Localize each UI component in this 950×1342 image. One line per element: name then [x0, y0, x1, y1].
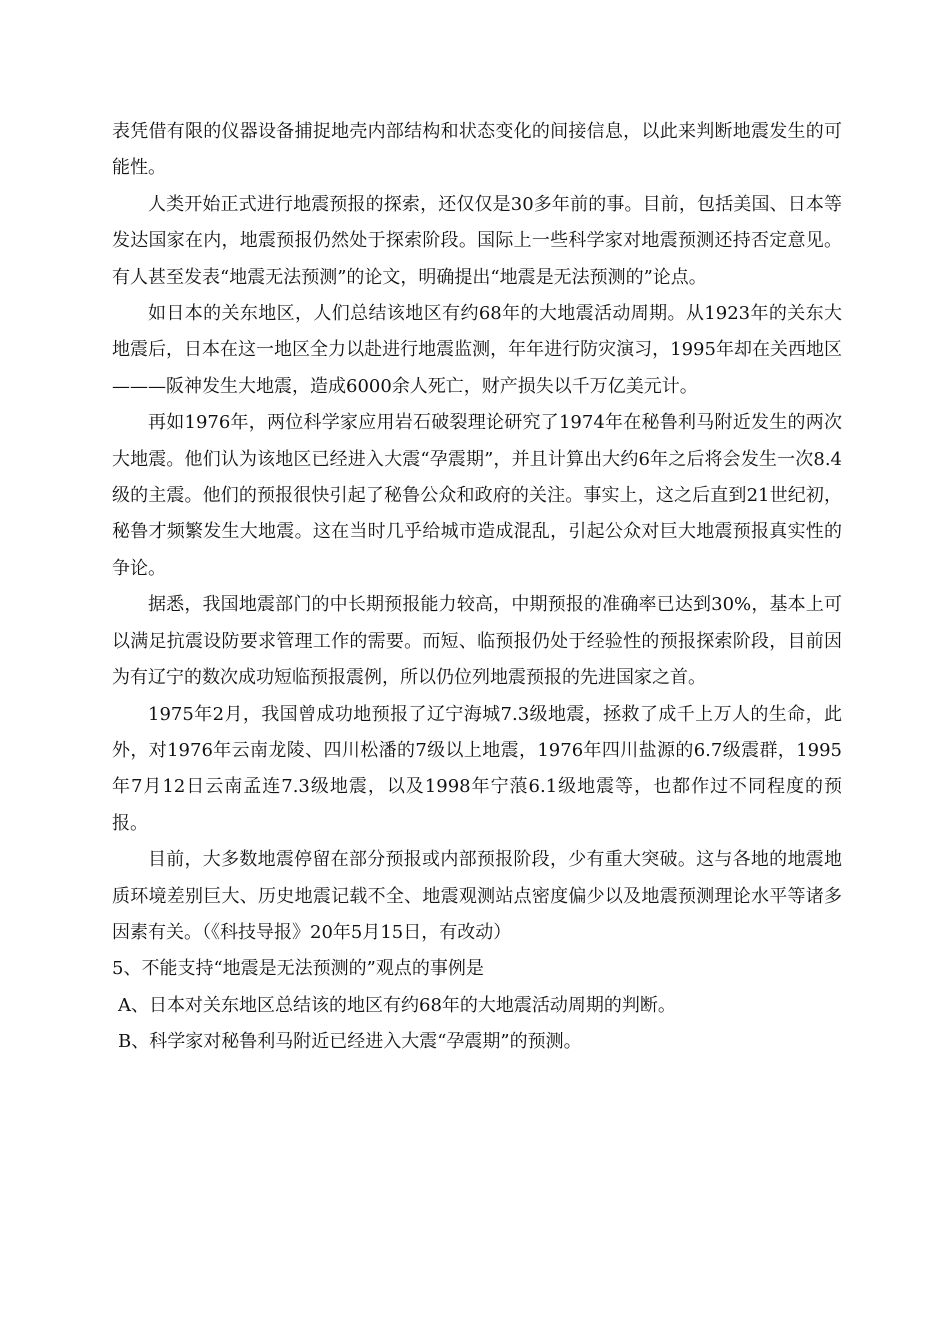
- paragraph: 据悉，我国地震部门的中长期预报能力较高，中期预报的准确率已达到30%，基本上可以满足抗震设防要求管理工作的需要。而短、临预报仍处于经验性的预报探索阶段，目前因为有辽宁的数次成功短临预报震例，所以仍位列地震预报的先进国家之首。: [112, 594, 842, 689]
- question-stem: 5、不能支持“地震是无法预测的”观点的事例是: [112, 958, 484, 980]
- answer-option-a: A、日本对关东地区总结该的地区有约68年的大地震活动周期的判断。: [118, 994, 676, 1016]
- paragraph: 如日本的关东地区，人们总结该地区有约68年的大地震活动周期。从1923年的关东大地震后，日本在这一地区全力以赴进行地震监测，年年进行防灾演习，1995年却在关西地区———阪神发生大地震，造成6000余人死亡，财产损失以千万亿美元计。: [112, 303, 842, 397]
- document-page: [112, 114, 842, 1061]
- paragraph: 再如1976年，两位科学家应用岩石破裂理论研究了1974年在秘鲁利马附近发生的两次大地震。他们认为该地区已经进入大震“孕震期”，并且计算出大约6年之后将会发生一次8.4级的主震。他们的预报很快引起了秘鲁公众和政府的关注。事实上，这之后直到21世纪初，秘鲁才频繁发生大地震。这在当时几乎给城市造成混乱，引起公众对巨大地震预报真实性的争论。: [112, 412, 842, 579]
- answer-option-b: B、科学家对秘鲁利马附近已经进入大震“孕震期”的预测。: [118, 1031, 582, 1053]
- paragraph: 目前，大多数地震停留在部分预报或内部预报阶段，少有重大突破。这与各地的地震地质环境差别巨大、历史地震记载不全、地震观测站点密度偏少以及地震预测理论水平等诸多因素有关。（《科技导报》20年5月15日，有改动）: [112, 849, 842, 943]
- paragraph: 1975年2月，我国曾成功地预报了辽宁海城7.3级地震，拯救了成千上万人的生命，此外，对1976年云南龙陵、四川松潘的7级以上地震，1976年四川盐源的6.7级震群，1995年7月12日云南孟连7.3级地震，以及1998年宁蒗6.1级地震等，也都作过不同程度的预报。: [112, 703, 842, 834]
- paragraph: 人类开始正式进行地震预报的探索，还仅仅是30多年前的事。目前，包括美国、日本等发达国家在内，地震预报仍然处于探索阶段。国际上一些科学家对地震预测还持否定意见。有人甚至发表“地震无法预测”的论文，明确提出“地震是无法预测的”论点。: [112, 193, 842, 288]
- paragraph-continuation: 表凭借有限的仪器设备捕捉地壳内部结构和状态变化的间接信息，以此来判断地震发生的可能性。: [112, 121, 842, 179]
